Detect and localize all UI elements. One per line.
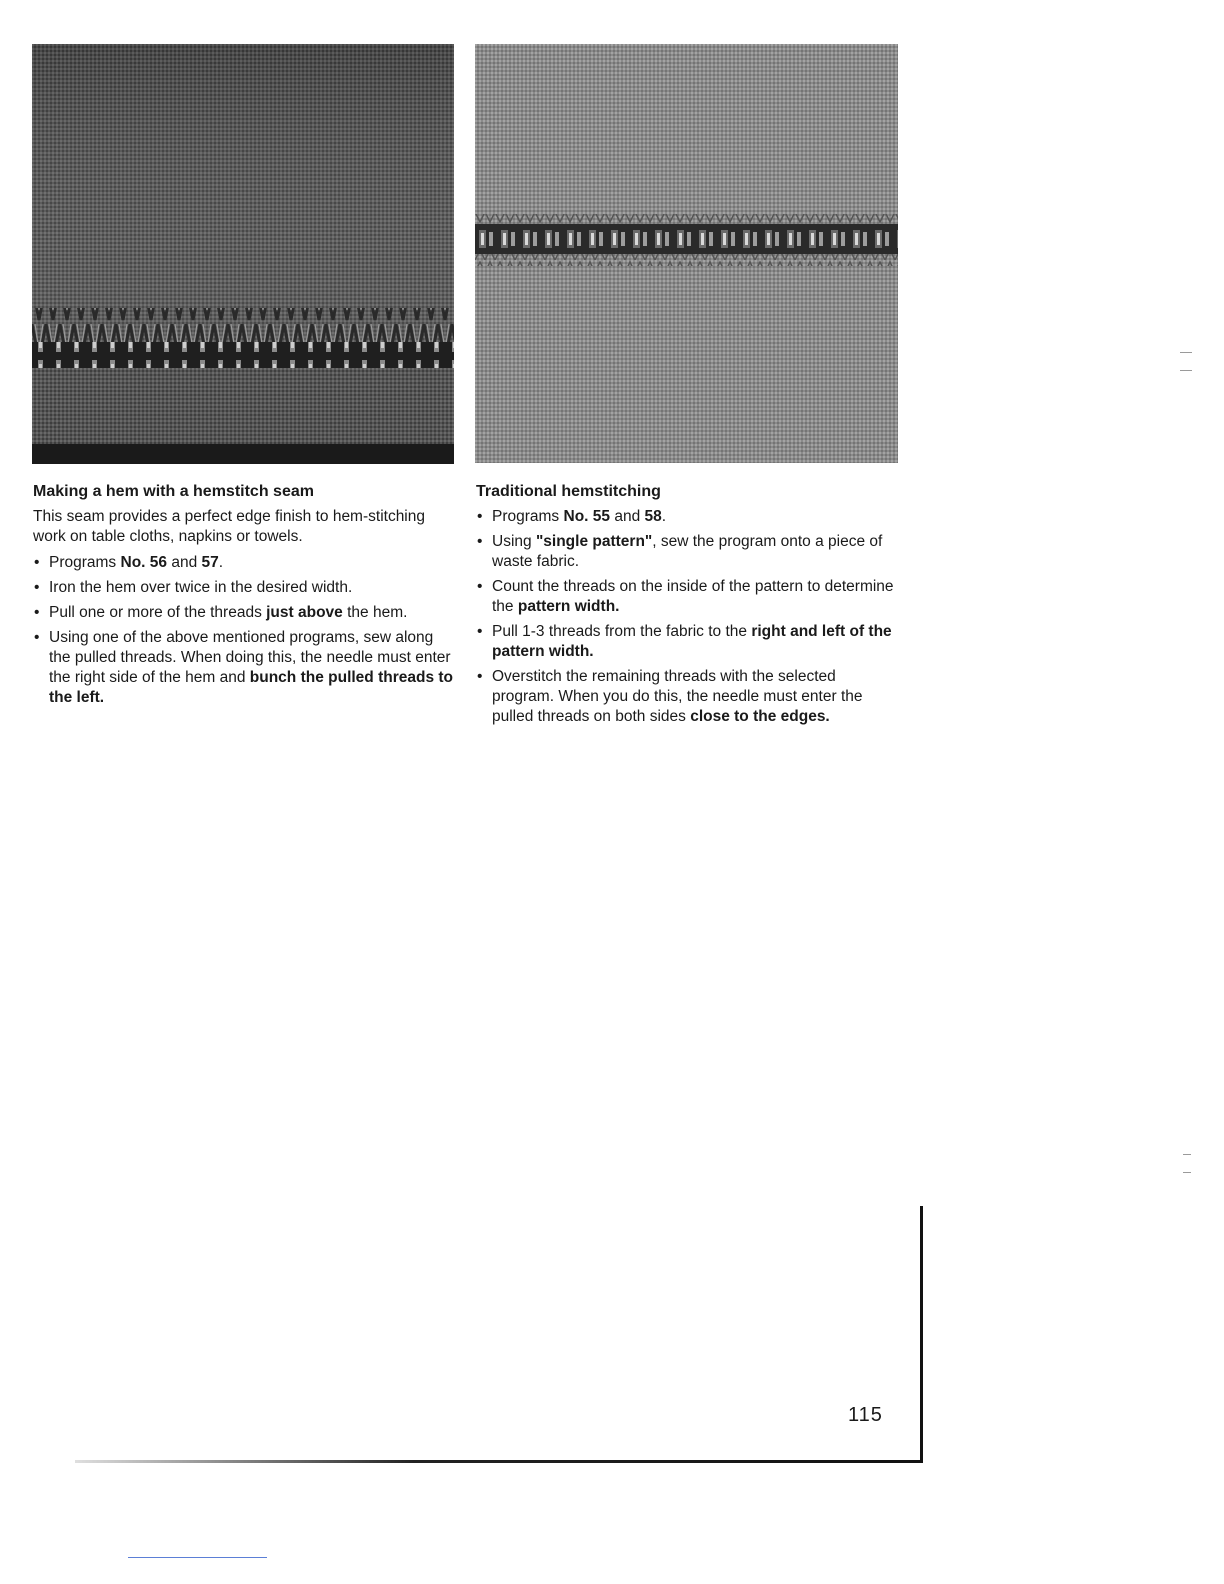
- margin-tick: [1183, 1154, 1191, 1155]
- hem-step-4: • Using one of the above mentioned programs, sew along the pulled threads. When doing this, the needle must enter the right side of the hem and bunch the pulled threads to the left.: [33, 628, 453, 708]
- traditional-steps-list: [476, 507, 896, 727]
- hem-step-2: • Iron the hem over twice in the desired width.: [33, 578, 453, 598]
- hem-step-3: • Pull one or more of the threads just above the hem.: [33, 603, 453, 623]
- margin-tick: [1180, 352, 1192, 353]
- hem-instructions-column: [33, 482, 453, 713]
- traditional-hemstitch-image: [475, 44, 898, 463]
- hem-step-1: • Programs No. 56 and 57.: [33, 553, 453, 573]
- page-number: 115: [848, 1404, 883, 1426]
- traditional-step-1: • Programs No. 55 and 58.: [476, 507, 896, 527]
- traditional-step-4: • Pull 1-3 threads from the fabric to the right and left of the pattern width.: [476, 622, 896, 662]
- margin-tick: [1183, 1172, 1191, 1173]
- hemstitch-hem-image: [32, 44, 454, 464]
- traditional-step-5: • Overstitch the remaining threads with the selected program. When you do this, the needle must enter the pulled threads on both sides close to the edges.: [476, 667, 896, 727]
- traditional-instructions-column: [476, 482, 896, 732]
- traditional-step-3: • Count the threads on the inside of the pattern to determine the pattern width.: [476, 577, 896, 617]
- hem-section-heading: Making a hem with a hemstitch seam: [33, 483, 314, 500]
- traditional-step-2: • Using "single pattern", sew the program onto a piece of waste fabric.: [476, 532, 896, 572]
- bottom-underline: [128, 1557, 267, 1558]
- page-frame-right-rule: [920, 1206, 923, 1463]
- hem-steps-list: [33, 553, 453, 708]
- page-frame-bottom-rule: [75, 1460, 923, 1463]
- margin-tick: [1180, 370, 1192, 371]
- traditional-section-heading: Traditional hemstitching: [476, 483, 661, 500]
- traditional-hemstitch-photo: [475, 44, 898, 463]
- hemstitch-hem-photo: [32, 44, 454, 464]
- hem-section-intro: This seam provides a perfect edge finish to hem-stitching work on table cloths, napkins or towels.: [33, 508, 425, 545]
